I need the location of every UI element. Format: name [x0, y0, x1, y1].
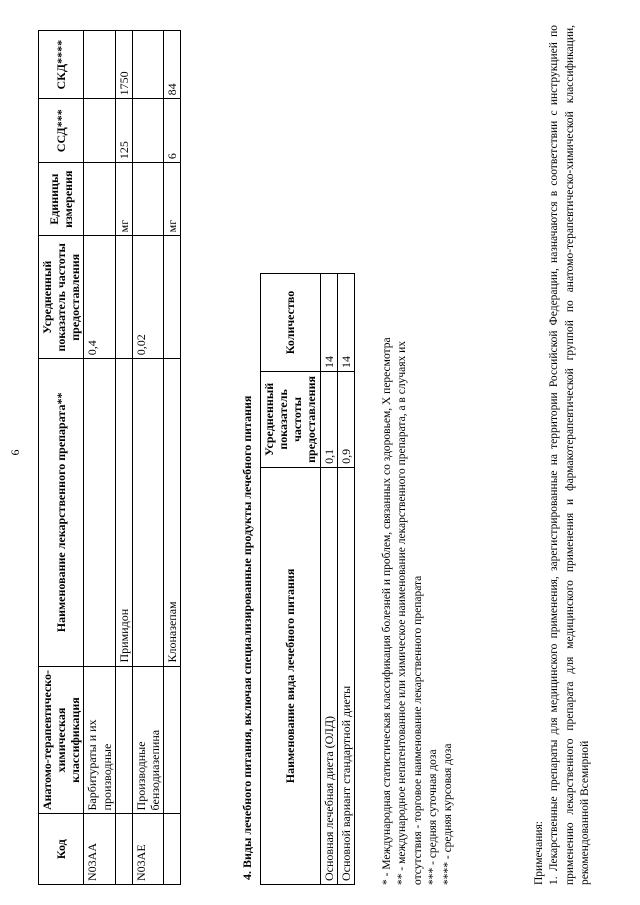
table-row: [115, 31, 132, 885]
table-row: [84, 31, 115, 885]
cell-frequency: 0,1: [320, 371, 337, 467]
footnote: **** - средняя курсовая доза: [442, 743, 455, 885]
cell-frequency: [164, 236, 181, 359]
cell-code: N03AE: [132, 814, 163, 885]
cell-code: [115, 814, 132, 885]
header-ssd: ССД***: [39, 99, 84, 163]
cell-atc: Барбитураты и их производные: [84, 666, 115, 814]
footnotes: [380, 25, 456, 885]
cell-skd: 84: [164, 31, 181, 99]
table-row: [320, 274, 337, 885]
cell-skd: [132, 31, 163, 99]
drug-table: [38, 30, 181, 885]
cell-drug: Примидон: [115, 359, 132, 666]
header-code: Код: [39, 814, 84, 885]
header-unit: Единицы измерения: [39, 163, 84, 236]
cell-atc: Производные бензодиазепина: [132, 666, 163, 814]
cell-nutrition-name: Основной вариант стандартной диеты: [337, 467, 354, 884]
note-item: 1. Лекарственные препараты для медицинского применения, зарегистрированные на территории Российской Федерации, назначаются в соответствии с инструкцией по применению лекарственного препарата для медицинского применения и фармакотерапевтической группой по анатомо-терапевтическо-химической классификации, рекомендованной Всемирной: [548, 25, 591, 885]
cell-unit: [84, 163, 115, 236]
header-atc: Анатомо-терапевтическо-химическая классификация: [39, 666, 84, 814]
page-number: 6: [8, 449, 22, 456]
cell-atc: [115, 666, 132, 814]
cell-frequency: 0,9: [337, 371, 354, 467]
cell-frequency: [115, 236, 132, 359]
cell-drug: [84, 359, 115, 666]
cell-drug: Клоназепам: [164, 359, 181, 666]
notes-title: Примечания:: [533, 821, 545, 885]
footnote: ** - международное непатентованное или химическое наименование лекарственного препарата, а в случаях их: [396, 340, 409, 885]
notes-section: [532, 25, 593, 885]
cell-quantity: 14: [337, 274, 354, 372]
cell-unit: мг: [115, 163, 132, 236]
footnote: отсутствия - торговое наименование лекарственного препарата: [411, 575, 424, 885]
header-nutrition-name: Наименование вида лечебного питания: [261, 467, 321, 884]
table-row: [132, 31, 163, 885]
cell-ssd: [84, 99, 115, 163]
cell-code: [164, 814, 181, 885]
cell-frequency: 0,02: [132, 236, 163, 359]
header-frequency: Усредненный показатель частоты предоставления: [39, 236, 84, 359]
cell-ssd: [132, 99, 163, 163]
cell-quantity: 14: [320, 274, 337, 372]
cell-ssd: 125: [115, 99, 132, 163]
cell-code: N03AA: [84, 814, 115, 885]
cell-nutrition-name: Основная лечебная диета (ОЛД): [320, 467, 337, 884]
cell-unit: мг: [164, 163, 181, 236]
table-header-row: [261, 274, 321, 885]
header-frequency: Усредненный показатель частоты предоставления: [261, 371, 321, 467]
header-skd: СКД****: [39, 31, 84, 99]
header-drug-name: Наименование лекарственного препарата**: [39, 359, 84, 666]
table-row: [164, 31, 181, 885]
table-row: [337, 274, 354, 885]
footnote: * - Международная статистическая классификация болезней и проблем, связанных со здоровьем, X пересмотра: [381, 337, 393, 885]
header-quantity: Количество: [261, 274, 321, 372]
cell-drug: [132, 359, 163, 666]
cell-unit: [132, 163, 163, 236]
cell-atc: [164, 666, 181, 814]
cell-skd: 1750: [115, 31, 132, 99]
section-4-heading: 4. Виды лечебного питания, включая специализированные продукты лечебного питания: [240, 395, 254, 880]
cell-frequency: 0,4: [84, 236, 115, 359]
cell-ssd: 6: [164, 99, 181, 163]
cell-skd: [84, 31, 115, 99]
footnote: *** - средняя суточная доза: [426, 749, 439, 885]
table-header-row: [39, 31, 84, 885]
nutrition-table: [260, 273, 355, 885]
